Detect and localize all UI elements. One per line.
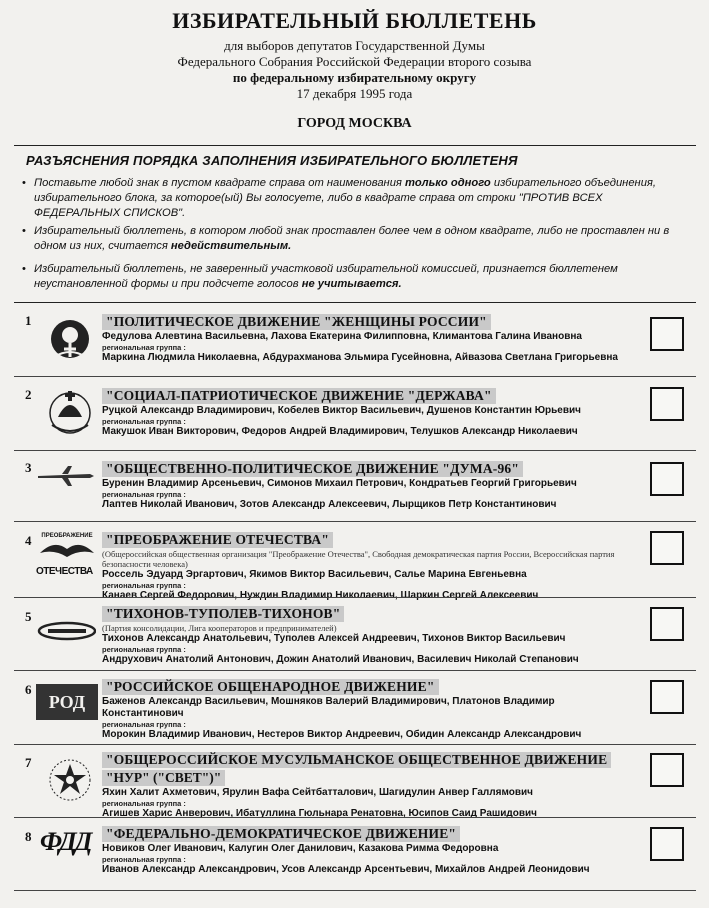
instructions-title: РАЗЪЯСНЕНИЯ ПОРЯДКА ЗАПОЛНЕНИЯ ИЗБИРАТЕЛЬНОГО БЮЛЛЕТЕНЯ (26, 153, 518, 168)
oval-logo-icon (34, 617, 96, 667)
party-regional-candidates: Иванов Александр Александрович, Усов Александр Арсентьевич, Михайлов Андрей Леонидович (102, 864, 590, 875)
rod-logo: РОД (36, 684, 98, 720)
party-number: 3 (25, 460, 32, 475)
party-entry-4 (14, 527, 696, 601)
party-name: "ТИХОНОВ-ТУПОЛЕВ-ТИХОНОВ" (102, 606, 344, 622)
party-entry-1 (14, 313, 696, 373)
instruction-1-text-a: Поставьте любой знак в пустом квадрате справа от наименования (34, 177, 402, 189)
vote-checkbox-5[interactable] (650, 607, 684, 641)
party-leaders: Россель Эдуард Эргартович, Якимов Виктор Васильевич, Салье Марина Евгеньевна (102, 569, 527, 580)
party-regional-candidates: Лаптев Николай Иванович, Зотов Александр Алексеевич, Лырщиков Петр Константинович (102, 499, 557, 510)
party-number: 2 (25, 387, 32, 402)
election-date: 17 декабря 1995 года (296, 86, 413, 101)
logo-small-text: ПРЕОБРАЖЕНИЕ (41, 533, 93, 539)
ballot-title: ИЗБИРАТЕЛЬНЫЙ БЮЛЛЕТЕНЬ (172, 8, 537, 33)
regional-group-label: региональная группа : (102, 855, 186, 864)
party-name-line-2: "НУР" ("СВЕТ")" (102, 770, 225, 786)
regional-group-label: региональная группа : (102, 645, 186, 654)
instruction-1-text-b: избирательного объединения, избирательного блока, за которое(ый) Вы голосуете, либо в квадрате справа от строки "ПРОТИВ ВСЕХ ФЕДЕРАЛЬНЫХ СПИСКОВ". (34, 177, 657, 219)
women-of-russia-logo-icon (34, 317, 96, 367)
party-leaders: Яхин Халит Ахметович, Ярулин Вафа Сейтбатталович, Шагидулин Анвер Галлямович (102, 787, 533, 798)
party-name: "СОЦИАЛ-ПАТРИОТИЧЕСКОЕ ДВИЖЕНИЕ "ДЕРЖАВА" (102, 388, 496, 404)
party-regional-candidates: Маркина Людмила Николаевна, Абдурахманова Эльмира Гусейновна, Айвазова Светлана Григорьевна (102, 352, 618, 363)
party-number: 4 (25, 533, 32, 548)
party-name: "РОССИЙСКОЕ ОБЩЕНАРОДНОЕ ДВИЖЕНИЕ" (102, 679, 439, 695)
party-regional-candidates: Андрухович Анатолий Антонович, Дожин Анатолий Иванович, Василевич Николай Степанович (102, 654, 579, 665)
nur-star-logo-icon (34, 755, 96, 805)
vote-checkbox-2[interactable] (650, 387, 684, 421)
party-leaders: Буренин Владимир Арсеньевич, Симонов Михаил Петрович, Кондратьев Георгий Григорьевич (102, 478, 577, 489)
party-leaders: Баженов Александр Васильевич, Мошняков Валерий Владимирович, Платонов Владимир Константинович (102, 696, 555, 719)
instruction-3 (22, 262, 684, 292)
party-name: "ПРЕОБРАЖЕНИЕ ОТЕЧЕСТВА" (102, 532, 333, 548)
instruction-3-text: Избирательный бюллетень, не заверенный участковой избирательной комиссией, признается бюллетенем неустановленной формы и при подсчете голосов (34, 263, 618, 290)
eagle-icon (36, 539, 98, 561)
vote-checkbox-1[interactable] (650, 317, 684, 351)
instruction-1-bold: только одного (405, 177, 491, 189)
instruction-2-bold: недействительным. (170, 240, 292, 252)
party-entry-3 (14, 458, 696, 518)
party-note: (Партия консолидации, Лига кооператоров и предпринимателей) (102, 623, 337, 633)
city-name: ГОРОД МОСКВА (297, 116, 412, 131)
party-name: "ОБЩЕСТВЕННО-ПОЛИТИЧЕСКОЕ ДВИЖЕНИЕ "ДУМА-96" (102, 461, 523, 477)
party-leaders: Тихонов Александр Анатольевич, Туполев Алексей Андреевич, Тихонов Виктор Васильевич (102, 633, 566, 644)
party-note: (Общероссийская общественная организация "Преображение Отечества", Свободная демократическая партия России, Всероссийская партия безопасности человека) (102, 549, 615, 569)
vote-checkbox-7[interactable] (650, 753, 684, 787)
party-name: "ОБЩЕРОССИЙСКОЕ МУСУЛЬМАНСКОЕ ОБЩЕСТВЕННОЕ ДВИЖЕНИЕ (102, 752, 611, 768)
party-entry-2 (14, 383, 696, 447)
otechestvo-logo (36, 533, 98, 583)
instruction-3-bold: не учитывается. (301, 278, 402, 290)
separator (14, 817, 696, 818)
party-name: "ФЕДЕРАЛЬНО-ДЕМОКРАТИЧЕСКОЕ ДВИЖЕНИЕ" (102, 826, 460, 842)
party-entry-7 (14, 749, 696, 819)
instruction-1 (22, 176, 684, 221)
subtitle-line-3: по федеральному избирательному округу (232, 70, 477, 85)
instruction-2 (22, 224, 684, 254)
regional-group-label: региональная группа : (102, 720, 186, 729)
party-number: 6 (25, 682, 32, 697)
regional-group-label: региональная группа : (102, 581, 186, 590)
party-entry-8 (14, 823, 696, 889)
subtitle-line-2: Федерального Собрания Российской Федерации второго созыва (177, 54, 532, 69)
party-leaders: Федулова Алевтина Васильевна, Лахова Екатерина Филипповна, Климантова Галина Ивановна (102, 331, 582, 342)
separator (14, 521, 696, 522)
party-number: 8 (25, 829, 32, 844)
regional-group-label: региональная группа : (102, 417, 186, 426)
separator (14, 376, 696, 377)
party-number: 7 (25, 755, 32, 770)
divider (14, 302, 696, 303)
airplane-logo-icon (34, 462, 96, 512)
regional-group-label: региональная группа : (102, 343, 186, 352)
separator (14, 450, 696, 451)
vote-checkbox-4[interactable] (650, 531, 684, 565)
vote-checkbox-3[interactable] (650, 462, 684, 496)
vote-checkbox-6[interactable] (650, 680, 684, 714)
party-entry-6 (14, 676, 696, 742)
regional-group-label: региональная группа : (102, 490, 186, 499)
separator (14, 744, 696, 745)
party-regional-candidates: Морокин Владимир Иванович, Нестеров Виктор Андреевич, Обидин Александр Александрович (102, 729, 582, 740)
separator (14, 890, 696, 891)
instruction-2-text: Избирательный бюллетень, в котором любой знак проставлен более чем в одном квадрате, либо не проставлен ни в одном из них, считается (34, 225, 670, 252)
subtitle-line-1: для выборов депутатов Государственной Думы (224, 38, 485, 53)
party-regional-candidates: Макушок Иван Викторович, Федоров Андрей Владимирович, Телушков Александр Николаевич (102, 426, 578, 437)
party-leaders: Новиков Олег Иванович, Калугин Олег Данилович, Казакова Римма Федоровна (102, 843, 499, 854)
logo-text: ОТЕЧЕСТВА (36, 566, 93, 577)
party-entry-5 (14, 603, 696, 667)
divider (14, 145, 696, 146)
separator (14, 597, 696, 598)
fdd-logo: ФДД (40, 827, 91, 856)
party-number: 1 (25, 313, 32, 328)
separator (14, 670, 696, 671)
derzhava-logo-icon (34, 387, 96, 437)
party-name: "ПОЛИТИЧЕСКОЕ ДВИЖЕНИЕ "ЖЕНЩИНЫ РОССИИ" (102, 314, 491, 330)
party-leaders: Руцкой Александр Владимирович, Кобелев Виктор Васильевич, Душенов Константин Юрьевич (102, 405, 581, 416)
regional-group-label: региональная группа : (102, 799, 186, 808)
party-regional-candidates: Агишев Харис Анверович, Ибатуллина Гюльнара Ренатовна, Юсипов Саид Рашидович (102, 808, 537, 819)
vote-checkbox-8[interactable] (650, 827, 684, 861)
party-number: 5 (25, 609, 32, 624)
party-regional-candidates: Канаев Сергей Федорович, Нуждин Владимир Николаевич, Шаркин Сергей Алексеевич (102, 590, 539, 601)
